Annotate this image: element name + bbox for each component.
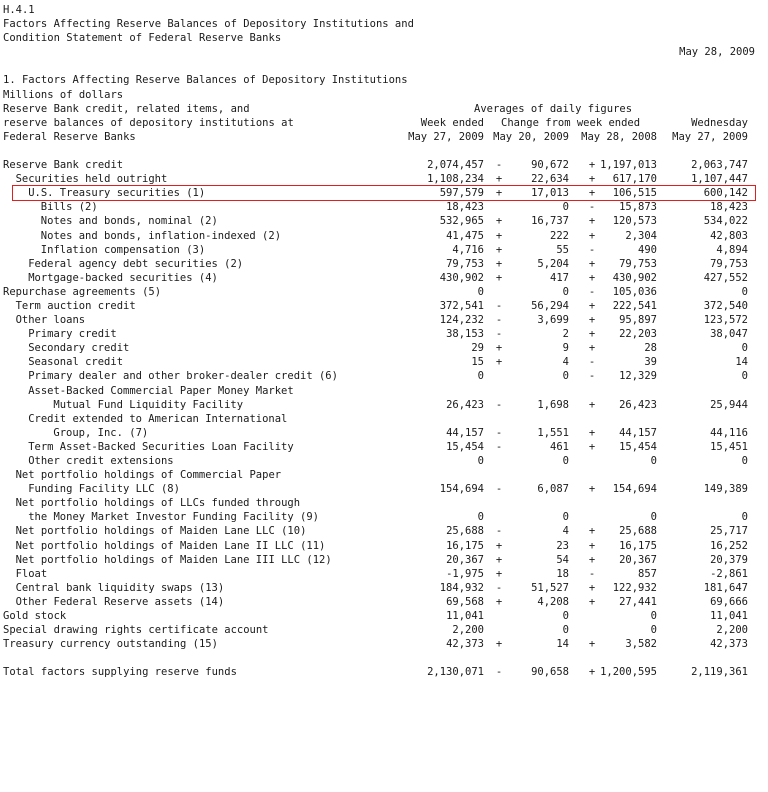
table-row — [3, 271, 763, 285]
change-week-sign: + — [495, 356, 503, 369]
change-week-value: 54 — [556, 553, 569, 566]
change-week-sign: + — [495, 257, 503, 270]
wednesday-value: 16,252 — [710, 539, 748, 552]
week-ended-value: 124,232 — [439, 314, 484, 327]
change-year-value: 95,897 — [619, 314, 657, 327]
table-row — [3, 553, 763, 567]
change-week-value: 0 — [562, 624, 569, 637]
table-row — [3, 496, 763, 510]
table-row — [3, 384, 763, 398]
change-year-sign: + — [588, 426, 596, 439]
change-week-sign: - — [495, 525, 503, 538]
table-row — [3, 327, 763, 341]
table-row — [3, 285, 763, 299]
table-row — [3, 243, 763, 257]
change-week-sign: + — [495, 342, 503, 355]
week-ended-value: 154,694 — [439, 483, 484, 496]
change-year-value: 28 — [644, 342, 657, 355]
change-week-sign: - — [495, 314, 503, 327]
change-year-value: 222,541 — [612, 299, 657, 312]
week-ended-value: 44,157 — [446, 426, 484, 439]
change-year-sign: + — [588, 187, 596, 200]
change-year-value: 22,203 — [619, 328, 657, 341]
row-label: Special drawing rights certificate account — [3, 624, 269, 637]
row-label: Credit extended to American International — [28, 412, 288, 425]
table-row — [3, 637, 763, 651]
wednesday-value: 427,552 — [703, 271, 748, 284]
averages-group-header: Averages of daily figures — [474, 102, 633, 115]
row-label: Mutual Fund Liquidity Facility — [53, 398, 244, 411]
week-ended-value: 430,902 — [439, 271, 484, 284]
total-week-ended: 2,130,071 — [427, 666, 484, 679]
section-title-line — [3, 73, 763, 87]
change-week-value: 18 — [556, 567, 569, 580]
week-ended-value: 11,041 — [446, 610, 484, 623]
change-week-sign: - — [495, 483, 503, 496]
table-row — [3, 200, 763, 214]
row-label: Bills (2) — [40, 201, 98, 214]
section-title: 1. Factors Affecting Reserve Balances of Depository Institutions — [3, 74, 408, 87]
row-label: Treasury currency outstanding (15) — [3, 638, 218, 651]
change-week-sign: + — [495, 187, 503, 200]
change-year-sign: + — [588, 159, 596, 172]
change-year-sign: + — [588, 299, 596, 312]
change-week-sign: + — [495, 638, 503, 651]
change-week-value: 0 — [562, 610, 569, 623]
change-date-1: May 20, 2009 — [493, 130, 569, 143]
change-week-value: 55 — [556, 243, 569, 256]
row-label: Primary dealer and other broker-dealer credit (6) — [28, 370, 338, 383]
week-ended-value: 18,423 — [446, 201, 484, 214]
blank-line — [3, 144, 763, 158]
change-week-value: 417 — [550, 271, 569, 284]
table-row — [3, 468, 763, 482]
change-year-value: 79,753 — [619, 257, 657, 270]
change-year-value: 2,304 — [625, 229, 657, 242]
change-week-value: 0 — [562, 370, 569, 383]
change-week-sign: + — [495, 271, 503, 284]
change-year-sign: - — [588, 285, 596, 298]
title-line-1 — [3, 17, 763, 31]
change-year-sign: - — [588, 243, 596, 256]
week-ended-value: 2,074,457 — [427, 159, 484, 172]
table-row — [3, 214, 763, 228]
row-label: Other credit extensions — [28, 455, 174, 467]
week-ended-value: 0 — [477, 285, 484, 298]
blank-line — [3, 59, 763, 73]
week-ended-value: 2,200 — [452, 624, 484, 637]
change-year-sign: + — [588, 581, 596, 594]
wednesday-value: 79,753 — [710, 257, 748, 270]
week-ended-value: -1,975 — [446, 567, 484, 580]
change-year-sign: + — [588, 595, 596, 608]
wednesday-value: 25,944 — [710, 398, 748, 411]
week-ended-value: 42,373 — [446, 638, 484, 651]
change-year-value: 105,036 — [612, 285, 657, 298]
row-label: Funding Facility LLC (8) — [28, 483, 180, 496]
change-date-2: May 28, 2008 — [581, 130, 657, 143]
change-year-value: 430,902 — [612, 271, 657, 284]
change-week-value: 5,204 — [537, 257, 569, 270]
change-year-sign: + — [588, 257, 596, 270]
row-label: Asset-Backed Commercial Paper Money Market — [28, 384, 294, 397]
row-label: Term auction credit — [15, 299, 136, 312]
change-year-sign: + — [588, 553, 596, 566]
total-change-year: 1,200,595 — [600, 666, 657, 679]
week-ended-value: 41,475 — [446, 229, 484, 242]
table-row — [3, 609, 763, 623]
change-year-sign: + — [588, 525, 596, 538]
change-week-value: 3,699 — [537, 314, 569, 327]
stub-header-3: Federal Reserve Banks — [3, 130, 136, 143]
table-row — [3, 482, 763, 496]
column-header-row-3 — [3, 130, 763, 144]
change-year-value: 490 — [638, 243, 657, 256]
change-year-value: 1,197,013 — [600, 159, 657, 172]
wednesday-date: May 27, 2009 — [672, 130, 748, 143]
table-row — [3, 341, 763, 355]
change-week-sign: + — [495, 173, 503, 186]
row-label: Repurchase agreements (5) — [3, 285, 162, 298]
change-week-sign: + — [495, 229, 503, 242]
row-label: Group, Inc. (7) — [53, 426, 149, 439]
change-year-sign: + — [588, 398, 596, 411]
wednesday-value: 42,373 — [710, 638, 748, 651]
table-row — [3, 426, 763, 440]
week-ended-value: 79,753 — [446, 257, 484, 270]
change-week-value: 17,013 — [531, 187, 569, 200]
week-ended-value: 29 — [471, 342, 484, 355]
table-row — [3, 229, 763, 243]
total-change-week: 90,658 — [531, 666, 569, 679]
change-year-value: 15,873 — [619, 201, 657, 214]
table-row — [3, 313, 763, 327]
units-line — [3, 88, 763, 102]
change-week-sign: - — [495, 299, 503, 312]
change-year-sign: + — [588, 229, 596, 242]
change-year-value: 44,157 — [619, 426, 657, 439]
row-label: Net portfolio holdings of Maiden Lane LLC (10) — [15, 525, 307, 538]
change-year-value: 16,175 — [619, 539, 657, 552]
change-year-value: 20,367 — [619, 553, 657, 566]
wednesday-value: 149,389 — [703, 483, 748, 496]
week-ended-value: 15,454 — [446, 440, 484, 453]
table-row — [3, 257, 763, 271]
wednesday-value: 25,717 — [710, 525, 748, 538]
total-wednesday: 2,119,361 — [691, 666, 748, 679]
change-year-value: 0 — [650, 511, 657, 524]
week-ended-value: 0 — [477, 511, 484, 524]
row-label: Seasonal credit — [28, 356, 124, 369]
table-row — [3, 539, 763, 553]
table-row — [3, 567, 763, 581]
change-year-sign: + — [588, 314, 596, 327]
wednesday-value: 0 — [741, 342, 748, 355]
row-label: Primary credit — [28, 328, 117, 341]
change-week-sign: - — [495, 328, 503, 341]
week-ended-date: May 27, 2009 — [408, 130, 484, 143]
table-row — [3, 524, 763, 538]
table-row — [3, 355, 763, 369]
data-table-body — [3, 158, 763, 651]
change-year-value: 120,573 — [612, 215, 657, 228]
wednesday-value: 0 — [741, 285, 748, 298]
table-row — [3, 510, 763, 524]
change-year-value: 25,688 — [619, 525, 657, 538]
wednesday-header: Wednesday — [691, 116, 748, 129]
week-ended-value: 26,423 — [446, 398, 484, 411]
week-ended-value: 184,932 — [439, 581, 484, 594]
row-label: Other Federal Reserve assets (14) — [15, 595, 225, 608]
change-year-value: 617,170 — [612, 173, 657, 186]
change-week-sign: + — [495, 243, 503, 256]
change-year-sign: - — [588, 370, 596, 383]
change-week-value: 4 — [562, 525, 569, 538]
change-week-sign: - — [495, 398, 503, 411]
row-label: Net portfolio holdings of Maiden Lane III LLC (12) — [15, 553, 332, 566]
change-year-sign: + — [588, 215, 596, 228]
row-label: Federal agency debt securities (2) — [28, 257, 244, 270]
table-row — [3, 172, 763, 186]
wednesday-value: 181,647 — [703, 581, 748, 594]
table-row — [3, 398, 763, 412]
change-week-value: 1,551 — [537, 426, 569, 439]
row-label: Net portfolio holdings of Maiden Lane II LLC (11) — [15, 539, 326, 552]
change-year-sign: + — [588, 483, 596, 496]
table-row — [3, 412, 763, 426]
change-week-sign: + — [495, 595, 503, 608]
wednesday-value: 0 — [741, 370, 748, 383]
change-year-sign: + — [588, 342, 596, 355]
change-week-value: 51,527 — [531, 581, 569, 594]
change-year-value: 0 — [650, 610, 657, 623]
change-week-value: 9 — [562, 342, 569, 355]
change-year-value: 15,454 — [619, 440, 657, 453]
change-week-value: 0 — [562, 201, 569, 214]
wednesday-value: 11,041 — [710, 610, 748, 623]
change-week-value: 4 — [562, 356, 569, 369]
week-ended-value: 69,568 — [446, 595, 484, 608]
change-week-value: 6,087 — [537, 483, 569, 496]
row-label: Notes and bonds, nominal (2) — [40, 215, 218, 228]
change-week-sign: - — [495, 581, 503, 594]
week-ended-value: 20,367 — [446, 553, 484, 566]
h41-document — [3, 3, 763, 679]
wednesday-value: 4,894 — [716, 243, 748, 256]
wednesday-value: 372,540 — [703, 299, 748, 312]
change-year-value: 0 — [650, 624, 657, 637]
change-year-sign: - — [588, 356, 596, 369]
week-ended-value: 372,541 — [439, 299, 484, 312]
week-ended-value: 25,688 — [446, 525, 484, 538]
change-week-sign: - — [495, 426, 503, 439]
table-row — [3, 623, 763, 637]
change-header: Change from week ended — [501, 116, 641, 129]
table-row — [3, 595, 763, 609]
row-label: Net portfolio holdings of LLCs funded through — [15, 497, 301, 510]
total-sign-1: - — [495, 666, 503, 679]
week-ended-header: Week ended — [420, 116, 484, 129]
week-ended-value: 15 — [471, 356, 484, 369]
wednesday-value: -2,861 — [710, 567, 748, 580]
table-row — [3, 440, 763, 454]
stub-header-1: Reserve Bank credit, related items, and — [3, 102, 250, 115]
change-week-value: 461 — [550, 440, 569, 453]
release-date: May 28, 2009 — [679, 46, 755, 59]
wednesday-value: 38,047 — [710, 328, 748, 341]
week-ended-value: 16,175 — [446, 539, 484, 552]
change-year-value: 26,423 — [619, 398, 657, 411]
change-week-value: 16,737 — [531, 215, 569, 228]
week-ended-value: 0 — [477, 455, 484, 467]
row-label: Float — [15, 567, 48, 580]
release-code: H.4.1 — [3, 4, 35, 16]
change-year-value: 106,515 — [612, 187, 657, 200]
change-week-value: 90,672 — [531, 159, 569, 172]
wednesday-value: 0 — [741, 511, 748, 524]
section-units: Millions of dollars — [3, 88, 124, 101]
table-row — [3, 581, 763, 595]
change-week-sign: - — [495, 440, 503, 453]
change-year-value: 12,329 — [619, 370, 657, 383]
table-row — [3, 158, 763, 172]
row-label: the Money Market Investor Funding Facility (9) — [28, 511, 319, 524]
row-label: Reserve Bank credit — [3, 159, 124, 172]
wednesday-value: 1,107,447 — [691, 173, 748, 186]
wednesday-value: 69,666 — [710, 595, 748, 608]
stub-header-2: reserve balances of depository institutions at — [3, 116, 294, 129]
change-year-value: 27,441 — [619, 595, 657, 608]
table-row — [3, 369, 763, 383]
column-header-row-1 — [3, 102, 763, 116]
row-label: Mortgage-backed securities (4) — [28, 271, 218, 284]
wednesday-value: 42,803 — [710, 229, 748, 242]
wednesday-value: 14 — [735, 356, 748, 369]
change-year-sign: + — [588, 539, 596, 552]
change-week-sign: + — [495, 553, 503, 566]
change-year-value: 154,694 — [612, 483, 657, 496]
week-ended-value: 4,716 — [452, 243, 484, 256]
change-week-value: 1,698 — [537, 398, 569, 411]
row-label: Term Asset-Backed Securities Loan Facility — [28, 440, 294, 453]
change-year-value: 0 — [650, 455, 657, 467]
week-ended-value: 1,108,234 — [427, 173, 484, 186]
wednesday-value: 534,022 — [703, 215, 748, 228]
row-label: Secondary credit — [28, 342, 130, 355]
change-week-sign: + — [495, 215, 503, 228]
change-week-value: 0 — [562, 511, 569, 524]
change-week-sign: + — [495, 567, 503, 580]
row-label: Gold stock — [3, 610, 67, 623]
change-year-sign: + — [588, 328, 596, 341]
release-code-line — [3, 3, 763, 17]
change-week-sign: + — [495, 539, 503, 552]
blank-line — [3, 651, 763, 665]
table-row — [3, 186, 763, 200]
change-year-sign: + — [588, 271, 596, 284]
wednesday-value: 20,379 — [710, 553, 748, 566]
change-year-sign: + — [588, 440, 596, 453]
row-label: U.S. Treasury securities (1) — [28, 187, 206, 200]
row-label: Notes and bonds, inflation-indexed (2) — [40, 229, 282, 242]
wednesday-value: 15,451 — [710, 440, 748, 453]
change-week-value: 2 — [562, 328, 569, 341]
row-label: Net portfolio holdings of Commercial Paper — [15, 469, 282, 482]
change-week-value: 14 — [556, 638, 569, 651]
wednesday-value: 0 — [741, 455, 748, 467]
change-week-value: 4,208 — [537, 595, 569, 608]
change-week-value: 0 — [562, 285, 569, 298]
week-ended-value: 532,965 — [439, 215, 484, 228]
week-ended-value: 0 — [477, 370, 484, 383]
total-label: Total factors supplying reserve funds — [3, 666, 237, 679]
change-week-value: 0 — [562, 455, 569, 467]
row-label: Securities held outright — [15, 173, 168, 186]
wednesday-value: 2,200 — [716, 624, 748, 637]
change-week-value: 56,294 — [531, 299, 569, 312]
wednesday-value: 18,423 — [710, 201, 748, 214]
wednesday-value: 600,142 — [703, 187, 748, 200]
change-year-value: 3,582 — [625, 638, 657, 651]
change-year-sign: + — [588, 638, 596, 651]
document-title-1: Factors Affecting Reserve Balances of Depository Institutions and — [3, 18, 414, 31]
total-sign-2: + — [588, 666, 596, 679]
change-year-value: 857 — [638, 567, 657, 580]
row-label: Other loans — [15, 314, 86, 327]
row-label: Central bank liquidity swaps (13) — [15, 581, 225, 594]
document-title-2: Condition Statement of Federal Reserve Banks — [3, 32, 282, 45]
change-week-value: 222 — [550, 229, 569, 242]
change-year-sign: + — [588, 173, 596, 186]
week-ended-value: 38,153 — [446, 328, 484, 341]
column-header-row-2 — [3, 116, 763, 130]
change-year-value: 122,932 — [612, 581, 657, 594]
total-row — [3, 665, 763, 679]
wednesday-value: 44,116 — [710, 426, 748, 439]
title-line-2 — [3, 31, 763, 45]
change-week-value: 22,634 — [531, 173, 569, 186]
change-week-sign: - — [495, 159, 503, 172]
wednesday-value: 2,063,747 — [691, 159, 748, 172]
table-row — [3, 299, 763, 313]
table-row — [3, 454, 763, 468]
change-year-value: 39 — [644, 356, 657, 369]
wednesday-value: 123,572 — [703, 314, 748, 327]
date-line — [3, 45, 763, 59]
week-ended-value: 597,579 — [439, 187, 484, 200]
change-week-value: 23 — [556, 539, 569, 552]
change-year-sign: - — [588, 201, 596, 214]
row-label: Inflation compensation (3) — [40, 243, 206, 256]
change-year-sign: - — [588, 567, 596, 580]
